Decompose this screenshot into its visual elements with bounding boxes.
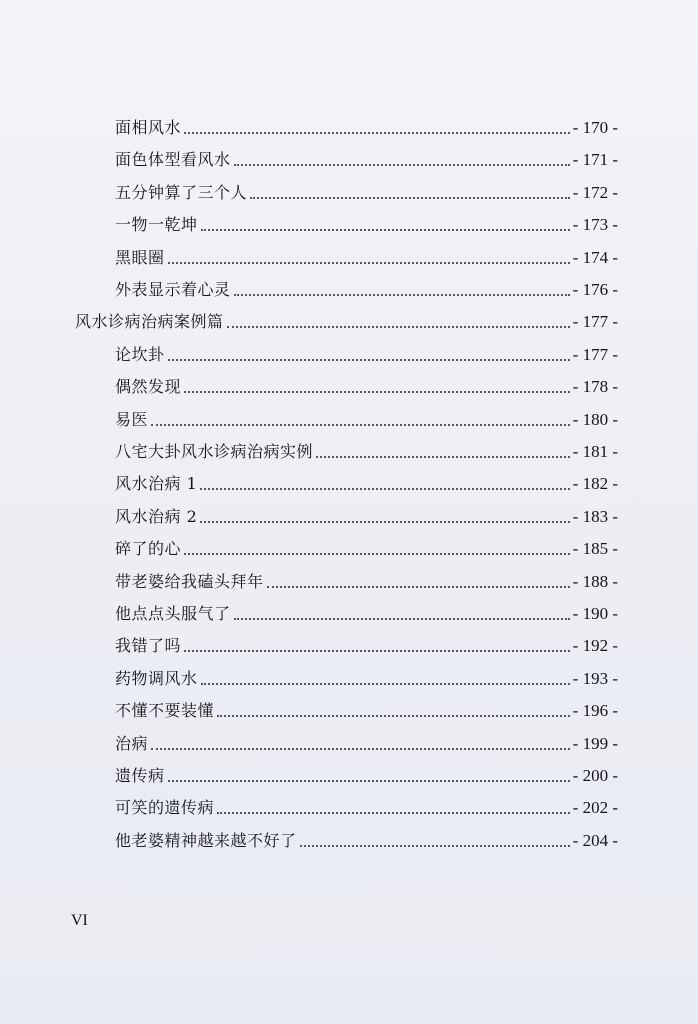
toc-entry-title: 论坎卦 [115, 344, 165, 364]
dot-leader [168, 780, 570, 782]
toc-entry-title: 碎了的心 [115, 539, 182, 559]
toc-entry-title: 遗传病 [115, 766, 165, 785]
toc-entry [115, 728, 618, 754]
dot-leader [201, 229, 570, 231]
toc-entry-title: 面相风水 [115, 118, 182, 137]
toc-entry [115, 695, 618, 721]
dot-leader [200, 521, 569, 523]
toc-entry [115, 792, 618, 818]
dot-leader [151, 748, 570, 750]
toc-entry-page-number: - 200 - [572, 766, 618, 785]
toc-entry-title: 五分钟算了三个人 [115, 182, 248, 202]
toc-entry [115, 209, 618, 235]
page-folio: VI [71, 912, 88, 929]
dot-leader [151, 424, 570, 426]
toc-entry-title: 风水诊病治病案例篇 [75, 312, 224, 332]
toc-entry [115, 144, 618, 170]
toc-entry-page-number: - 177 - [572, 344, 618, 364]
toc-entry-page-number: - 192 - [572, 636, 618, 656]
toc-entry-title: 八宅大卦风水诊病治病实例 [115, 442, 314, 461]
toc-entry [115, 371, 618, 397]
toc-entry-page-number: - 183 - [572, 506, 618, 526]
dot-leader [300, 845, 570, 847]
toc-entry-page-number: - 202 - [572, 798, 618, 818]
toc-entry-page-number: - 170 - [572, 118, 618, 137]
toc-entry-title: 易医 [115, 409, 149, 429]
dot-leader [227, 326, 570, 328]
toc-entry-page-number: - 178 - [572, 377, 618, 397]
toc-entry-page-number: - 171 - [572, 150, 618, 170]
toc-entry [115, 825, 618, 851]
toc-entry-title: 我错了吗 [115, 636, 182, 656]
dot-leader [267, 586, 570, 588]
toc-entry-title: 黑眼圈 [115, 247, 165, 267]
toc-entry-page-number: - 176 - [572, 280, 618, 299]
toc-entry-title: 风水治病 2 [115, 506, 198, 526]
toc-entry-page-number: - 182 - [572, 474, 618, 494]
toc-entry [115, 501, 618, 527]
dot-leader [184, 650, 570, 652]
toc-entry [115, 436, 618, 462]
dot-leader [201, 683, 570, 685]
toc-entry [115, 339, 618, 365]
toc-entry [115, 404, 618, 430]
toc-entry-title: 偶然发现 [115, 377, 182, 397]
toc-entry-page-number: - 172 - [572, 182, 618, 202]
toc-entry-page-number: - 173 - [572, 215, 618, 235]
dot-leader [168, 359, 570, 361]
dot-leader [200, 488, 569, 490]
dot-leader [234, 618, 570, 620]
dot-leader [250, 197, 570, 199]
toc-entry [115, 112, 618, 138]
toc-entry-page-number: - 204 - [572, 830, 618, 850]
dot-leader [168, 262, 570, 264]
toc-entry-title: 外表显示着心灵 [115, 280, 231, 299]
toc-entry [115, 242, 618, 268]
toc-entry-page-number: - 185 - [572, 539, 618, 559]
toc-entry-title: 他点点头服气了 [115, 604, 231, 623]
toc-entry [115, 760, 618, 786]
toc-entry-title: 风水治病 1 [115, 474, 198, 494]
toc-entry [115, 663, 618, 689]
dot-leader [184, 553, 570, 555]
dot-leader [184, 391, 570, 393]
toc-entry-page-number: - 193 - [572, 668, 618, 688]
toc-entry-page-number: - 196 - [572, 701, 618, 721]
toc-entry [75, 306, 618, 332]
toc-entry [115, 566, 618, 592]
toc-entry-title: 一物一乾坤 [115, 215, 198, 235]
toc-entry-title: 面色体型看风水 [115, 150, 231, 170]
toc-entry-page-number: - 181 - [572, 442, 618, 461]
dot-leader [184, 132, 570, 134]
dot-leader [217, 715, 570, 717]
toc-entry-page-number: - 177 - [572, 312, 618, 332]
toc-entry [115, 598, 618, 624]
dot-leader [234, 164, 570, 166]
toc-entry-title: 治病 [115, 733, 149, 753]
toc-entry-title: 不懂不要装懂 [115, 701, 215, 721]
dot-leader [217, 812, 570, 814]
toc-entry-title: 可笑的遗传病 [115, 798, 215, 818]
toc-entry [115, 177, 618, 203]
toc-entry-page-number: - 190 - [572, 604, 618, 623]
toc-entry [115, 468, 618, 494]
toc-entry-title: 药物调风水 [115, 668, 198, 688]
dot-leader [316, 456, 570, 458]
toc-entry-title: 他老婆精神越来越不好了 [115, 830, 297, 850]
toc-entry [115, 533, 618, 559]
toc-entry [115, 630, 618, 656]
toc-entry-page-number: - 180 - [572, 409, 618, 429]
dot-leader [234, 294, 570, 296]
toc-entry [115, 274, 618, 300]
toc-entry-page-number: - 174 - [572, 247, 618, 267]
toc-entry-page-number: - 188 - [572, 571, 618, 591]
toc-entry-title: 带老婆给我磕头拜年 [115, 571, 264, 591]
toc-entry-page-number: - 199 - [572, 733, 618, 753]
